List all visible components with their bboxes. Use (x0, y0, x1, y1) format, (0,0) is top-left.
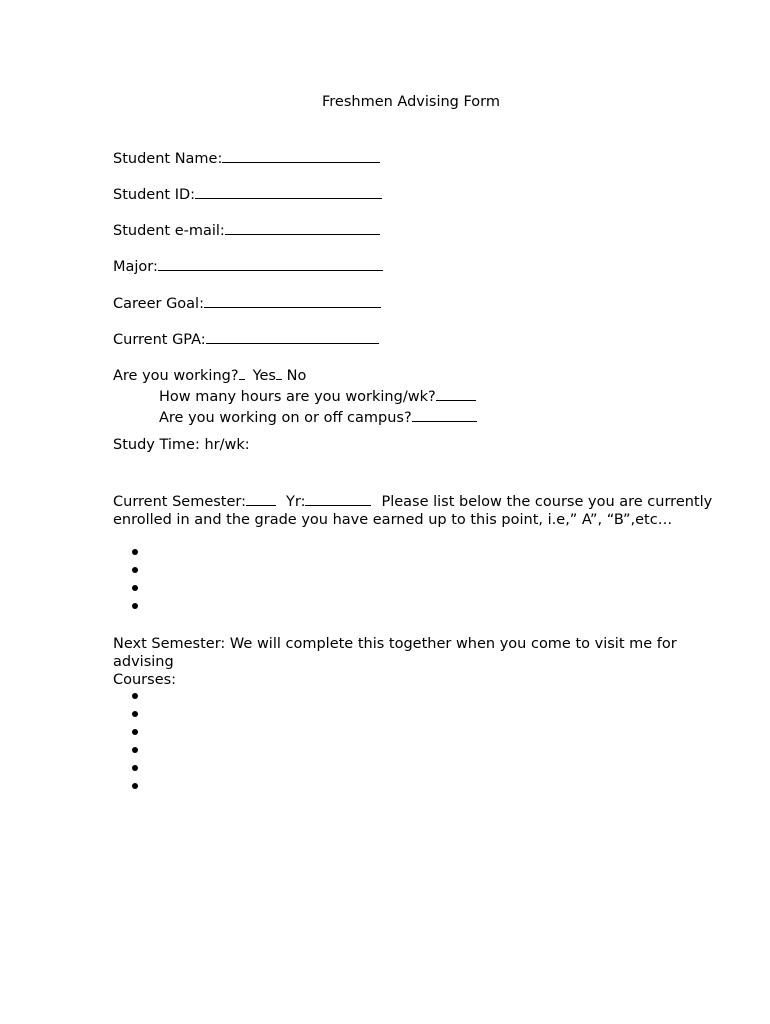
student-id-label: Student ID: (113, 187, 196, 203)
study-time-label: Study Time: hr/wk: (113, 437, 250, 453)
student-name-field[interactable] (222, 147, 380, 163)
working-hours-field[interactable] (436, 385, 476, 401)
bullet-icon (132, 783, 138, 789)
bullet-icon (132, 693, 138, 699)
career-goal-field[interactable] (204, 292, 381, 308)
career-goal-label: Career Goal: (113, 296, 204, 312)
current-gpa-row (113, 328, 379, 349)
next-courses-list (132, 688, 138, 796)
current-semester-instructions: Please list below the course you are currently enrolled in and the grade you have earned up to this point, i.e,” A”, “B”,etc… (113, 494, 713, 528)
working-yes-option[interactable]: Yes (252, 368, 276, 384)
current-semester-label: Current Semester: (113, 494, 246, 510)
bullet-icon (132, 711, 138, 717)
bullet-icon (132, 549, 138, 555)
form-title: Freshmen Advising Form (321, 94, 501, 110)
student-id-field[interactable] (195, 183, 382, 199)
working-section (113, 364, 477, 427)
bullet-icon (132, 747, 138, 753)
working-campus-field[interactable] (412, 406, 477, 422)
list-item[interactable] (132, 598, 138, 616)
student-name-label: Student Name: (113, 151, 223, 167)
current-semester-field[interactable] (246, 490, 276, 506)
student-email-field[interactable] (225, 219, 380, 235)
list-item[interactable] (132, 580, 138, 598)
working-campus-label: Are you working on or off campus? (159, 410, 412, 426)
major-field[interactable] (158, 255, 383, 271)
current-gpa-label: Current GPA: (113, 332, 206, 348)
list-item[interactable] (132, 778, 138, 796)
bullet-icon (132, 603, 138, 609)
working-yes-line[interactable] (276, 364, 282, 380)
bullet-icon (132, 567, 138, 573)
current-year-field[interactable] (305, 490, 371, 506)
list-item[interactable] (132, 706, 138, 724)
current-gpa-field[interactable] (206, 328, 379, 344)
bullet-icon (132, 729, 138, 735)
bullet-icon (132, 585, 138, 591)
courses-label: Courses: (113, 672, 177, 688)
working-question: Are you working? (113, 368, 239, 384)
current-year-label: Yr: (286, 494, 306, 510)
current-semester-section (113, 490, 713, 529)
list-item[interactable] (132, 688, 138, 706)
student-name-row (113, 147, 380, 168)
current-courses-list (132, 544, 138, 616)
working-answer-field[interactable] (239, 364, 245, 380)
list-item[interactable] (132, 724, 138, 742)
working-hours-label: How many hours are you working/wk? (159, 389, 436, 405)
list-item[interactable] (132, 562, 138, 580)
next-semester-section (113, 635, 713, 689)
student-id-row (113, 183, 382, 204)
major-row (113, 255, 383, 276)
student-email-row (113, 219, 380, 240)
major-label: Major: (113, 259, 158, 275)
bullet-icon (132, 765, 138, 771)
list-item[interactable] (132, 742, 138, 760)
list-item[interactable] (132, 544, 138, 562)
list-item[interactable] (132, 760, 138, 778)
next-semester-text: Next Semester: We will complete this together when you come to visit me for advising (113, 636, 677, 670)
working-no-option[interactable]: No (286, 368, 307, 384)
student-email-label: Student e-mail: (113, 223, 225, 239)
career-goal-row (113, 292, 381, 313)
